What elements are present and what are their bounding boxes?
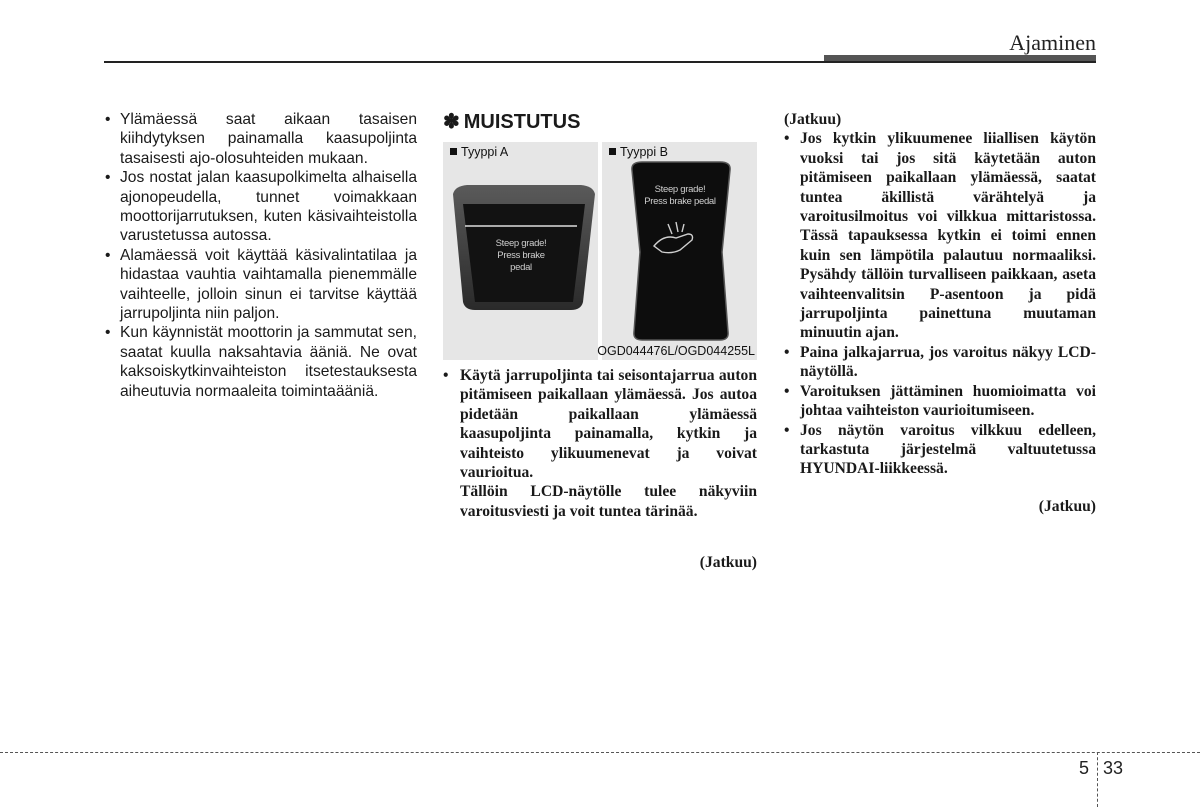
list-item: • Jos näytön varoitus vilkkuu edelleen, tarkastuta järjestelmä valtuutetussa HYUNDAI-liikkeessä. [784, 421, 1096, 478]
figure-caption: OGD044476L/OGD044255L [597, 344, 755, 358]
continued-label: (Jatkuu) [699, 554, 757, 571]
cluster-display-b-icon [602, 142, 757, 360]
column-2 [443, 108, 757, 571]
bullet: • [784, 130, 790, 148]
bullet: • [443, 367, 449, 384]
column-1 [104, 110, 417, 401]
panel-b-label: Tyyppi B [609, 145, 668, 159]
panel-a-label: Tyyppi A [450, 145, 508, 159]
list-item: • Varoituksen jättäminen huomioimatta voi johtaa vaihteiston vaurioitumiseen. [784, 382, 1096, 420]
note-paragraph: Tällöin LCD-näytölle tulee näkyviin varoitusviesti ja voit tuntea tärinää. [460, 483, 757, 520]
bullet: • [784, 382, 790, 400]
list-item: • Paina jalkajarrua, jos varoitus näkyy LCD-näytöllä. [784, 343, 1096, 381]
footer-separator [1097, 752, 1098, 807]
figure-panel-b [602, 142, 757, 360]
lcd-message-b: Steep grade! Press brake pedal [644, 184, 716, 207]
bullet-list [104, 110, 417, 401]
note-body [443, 366, 757, 521]
note-heading [443, 108, 757, 136]
figure-panel-a [443, 142, 598, 360]
list-item: • Alamäessä voit käyttää käsivalintatilaa ja hidastaa vauhtia vaihtamalla pienemmälle vaihteelle, jolloin sinun ei tarvitse käyttää jarrupoljinta niin paljon. [104, 246, 417, 324]
continued-heading: (Jatkuu) [784, 111, 842, 128]
list-item: • Ylämäessä saat aikaan tasaisen kiihdytyksen painamalla kaasupoljinta tasaisesti ajo-olosuhteiden mukaan. [104, 110, 417, 168]
asterisk-icon: ✽ [443, 111, 460, 133]
bullet: • [784, 421, 790, 439]
page-number: 33 [1103, 758, 1124, 778]
list-item: • Jos kytkin ylikuumenee liiallisen käytön vuoksi tai jos sitä käytetään auton pitämiseen paikallaan ylämäessä, saatat tuntea äkillistä värähtelyä ja varoitusilmoitus voi vilkkua mittaristossa. Tässä tapauksessa kytkin ei toimi ennen kuin sen lämpötila palautuu normaaliksi. Pysähdy tällöin turvalliseen paikkaan, aseta vaihteenvalitsin P-asentoon ja pidä jarrupoljinta painettuna muutaman minuutin ajan. [784, 130, 1096, 342]
list-item: • Jos nostat jalan kaasupolkimelta alhaisella ajonopeudella, tunnet voimakkaan moottorijarrutuksen, kuten käsivaihteistolla varustetussa autossa. [104, 168, 417, 246]
lcd-message-a: Steep grade! Press brake pedal [495, 238, 547, 273]
column-3 [784, 110, 1096, 516]
warning-figure [443, 142, 757, 360]
list-item: • Kun käynnistät moottorin ja sammutat sen, saatat kuulla naksahtavia ääniä. Ne ovat kaksoiskytkinvaihteiston itsetestauksesta aiheutuvia normaaleita toimintaääniä. [104, 323, 417, 401]
bullet: • [784, 343, 790, 361]
continued-label: (Jatkuu) [1038, 497, 1096, 515]
header-rule [104, 61, 1096, 63]
section-title: Ajaminen [1009, 30, 1096, 55]
footer-rule [0, 752, 1200, 753]
note-title: MUISTUTUS [463, 111, 581, 133]
list-item: • Käytä jarrupoljinta tai seisontajarrua auton pitämiseen paikallaan ylämäessä. Jos autoa pidetään paikallaan ylämäessä kaasupoljinta painamalla, kytkin ja vaihteisto ylikuumenevat ja voivat vaurioitua. [443, 367, 757, 482]
section-number: 5 [1079, 758, 1090, 778]
